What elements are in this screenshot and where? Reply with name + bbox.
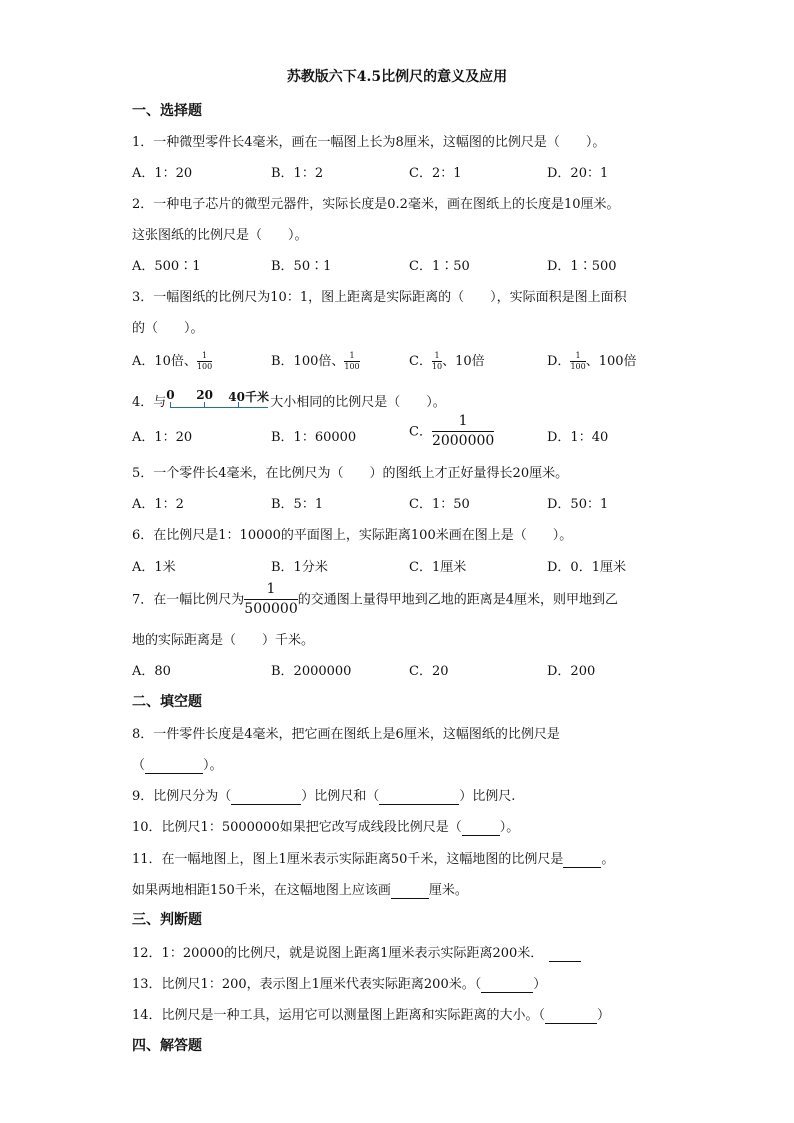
numerator: 1 <box>458 413 468 429</box>
question-4 <box>132 388 446 410</box>
option-b: B．1分米 <box>271 560 328 575</box>
option-a: A．80 <box>132 664 171 679</box>
paren-open: （ <box>132 758 146 773</box>
option-a: A．500∶1 <box>132 259 201 274</box>
option-c: C．2：1 <box>409 166 462 181</box>
denominator: 100 <box>344 362 360 371</box>
numerator: 1 <box>266 581 276 597</box>
option-d: D．0．1厘米 <box>547 560 626 575</box>
scale-tick <box>238 402 239 408</box>
scale-tick <box>204 402 205 408</box>
option-a <box>132 350 212 371</box>
option-c: C．20 <box>409 664 449 679</box>
question-9-suffix: ）比例尺. <box>459 789 516 804</box>
question-3-line-1: 3．一幅图纸的比例尺为10：1，图上距离是实际距离的（ ），实际面积是图上面积 <box>132 290 627 305</box>
question-2-line-1: 2．一种电子芯片的微型元器件，实际长度是0.2毫米，画在图纸上的长度是10厘米。 <box>132 197 620 212</box>
question-14 <box>132 1004 610 1024</box>
denominator: 2000000 <box>431 433 495 450</box>
paren-close: ） <box>597 1008 611 1023</box>
question-1: 1．一种微型零件长4毫米，画在一幅图上长为8厘米，这幅图的比例尺是（ ）。 <box>132 135 606 150</box>
scale-label-0: 0 <box>166 388 175 402</box>
scale-tick <box>170 402 171 408</box>
option-b: B．2000000 <box>271 664 352 679</box>
option-a-text: A．10倍、 <box>132 354 197 369</box>
question-13-text: 13．比例尺1：200，表示图上1厘米代表实际距离200米。（ <box>132 977 482 992</box>
page-title: 苏教版六下4.5比例尺的意义及应用 <box>286 69 508 85</box>
option-d: D．50：1 <box>547 497 609 512</box>
answer-blank[interactable] <box>231 789 301 805</box>
question-9-middle: ）比例尺和（ <box>301 789 380 804</box>
option-d: D．1：40 <box>547 430 609 445</box>
question-4-options <box>132 413 692 450</box>
question-6-options <box>132 556 692 576</box>
question-12 <box>132 942 581 962</box>
option-d-prefix: D． <box>547 354 571 369</box>
question-11-period: 。 <box>601 852 615 867</box>
option-b: B．50∶1 <box>271 259 332 274</box>
numerator: 1 <box>202 351 208 360</box>
numerator: 1 <box>575 351 581 360</box>
section-heading-solve: 四、解答题 <box>132 1038 202 1054</box>
option-a: A．1米 <box>132 560 176 575</box>
answer-blank[interactable] <box>379 789 459 805</box>
question-4-prefix: 4．与 <box>132 395 167 410</box>
question-7-line-1 <box>132 582 618 618</box>
fraction <box>570 352 585 371</box>
question-9-prefix: 9．比例尺分为（ <box>132 789 232 804</box>
option-b <box>271 350 360 371</box>
question-2-options <box>132 255 692 275</box>
option-c <box>409 414 494 450</box>
option-b: B．1：2 <box>271 166 324 181</box>
question-10-suffix: ）。 <box>499 820 520 835</box>
option-a: A．1：20 <box>132 166 193 181</box>
question-11-line-1 <box>132 848 614 868</box>
numerator: 1 <box>434 351 440 360</box>
numerator: 1 <box>349 351 355 360</box>
option-a: A．1：2 <box>132 497 184 512</box>
paren-close: ）。 <box>203 758 223 773</box>
line-segment-scale <box>166 388 270 410</box>
question-9 <box>132 785 515 805</box>
option-b: B．5：1 <box>271 497 324 512</box>
option-c: C．1∶50 <box>409 259 470 274</box>
paren-close: ） <box>533 977 547 992</box>
scale-label-40: 40千米 <box>228 390 269 404</box>
question-7-prefix: 7．在一幅比例尺为 <box>132 592 245 608</box>
question-13 <box>132 973 546 993</box>
option-d <box>547 350 637 371</box>
question-11-line-2 <box>132 879 468 899</box>
question-11-text: 11．在一幅地图上，图上1厘米表示实际距离50千米，这幅地图的比例尺是 <box>132 852 564 867</box>
fraction <box>244 582 297 618</box>
question-10 <box>132 816 519 836</box>
denominator: 10 <box>431 362 443 371</box>
denominator: 100 <box>196 362 213 371</box>
question-8-line-2 <box>132 754 223 774</box>
option-b-text: B．100倍、 <box>271 354 345 369</box>
section-heading-fill-blank: 二、填空题 <box>132 694 202 710</box>
option-c-suffix: 、10倍 <box>442 354 485 369</box>
question-5: 5．一个零件长4毫米，在比例尺为（ ）的图纸上才正好量得长20厘米。 <box>132 466 569 481</box>
question-5-options <box>132 493 692 513</box>
question-1-options <box>132 162 692 182</box>
question-8-line-1: 8．一件零件长度是4毫米，把它画在图纸上是6厘米，这幅图纸的比例尺是 <box>132 727 560 742</box>
denominator: 500000 <box>244 601 298 618</box>
option-c: C．1厘米 <box>409 560 467 575</box>
option-c-prefix: C． <box>409 354 432 369</box>
fraction <box>432 352 442 371</box>
option-d-suffix: 、100倍 <box>585 354 637 369</box>
question-7-line-2: 地的实际距离是（ ）千米。 <box>132 633 315 648</box>
section-heading-true-false: 三、判断题 <box>132 912 202 928</box>
answer-blank[interactable] <box>481 977 533 993</box>
fraction <box>197 352 212 371</box>
fraction <box>432 414 494 450</box>
question-12-text: 12．1：20000的比例尺，就是说图上距离1厘米表示实际距离200米． <box>132 946 544 961</box>
question-2-line-2: 这张图纸的比例尺是（ ）。 <box>132 228 308 243</box>
option-c <box>409 350 485 371</box>
option-d: D．20：1 <box>547 166 609 181</box>
question-3-line-2: 的（ ）。 <box>132 321 204 336</box>
section-heading-choice: 一、选择题 <box>132 103 202 119</box>
option-c-prefix: C． <box>409 424 432 440</box>
denominator: 100 <box>570 362 586 371</box>
answer-blank[interactable] <box>145 758 203 774</box>
answer-blank[interactable] <box>549 946 581 962</box>
question-11-text-2: 如果两地相距150千米，在这幅地图上应该画 <box>132 883 391 898</box>
option-d: D．1∶500 <box>547 259 617 274</box>
answer-blank[interactable] <box>462 820 500 836</box>
option-c: C．1：50 <box>409 497 470 512</box>
answer-blank[interactable] <box>563 852 601 868</box>
question-6: 6．在比例尺是1：10000的平面图上，实际距离100米画在图上是（ ）。 <box>132 528 573 543</box>
fraction <box>344 352 359 371</box>
question-4-suffix: 大小相同的比例尺是（ ）。 <box>270 395 446 410</box>
question-7-suffix: 的交通图上量得甲地到乙地的距离是4厘米，则甲地到乙 <box>297 592 619 608</box>
answer-blank[interactable] <box>545 1008 597 1024</box>
option-b: B．1：60000 <box>271 430 357 445</box>
scale-axis <box>170 407 268 408</box>
question-10-prefix: 10．比例尺1：5000000如果把它改写成线段比例尺是（ <box>132 820 462 835</box>
question-14-text: 14．比例尺是一种工具，运用它可以测量图上距离和实际距离的大小。（ <box>132 1008 546 1023</box>
scale-label-20: 20 <box>196 388 213 402</box>
question-3-options <box>132 350 692 370</box>
answer-blank[interactable] <box>391 883 429 899</box>
option-d: D．200 <box>547 664 596 679</box>
question-7-options <box>132 660 692 680</box>
option-a: A．1：20 <box>132 430 193 445</box>
question-11-unit: 厘米。 <box>428 883 468 898</box>
